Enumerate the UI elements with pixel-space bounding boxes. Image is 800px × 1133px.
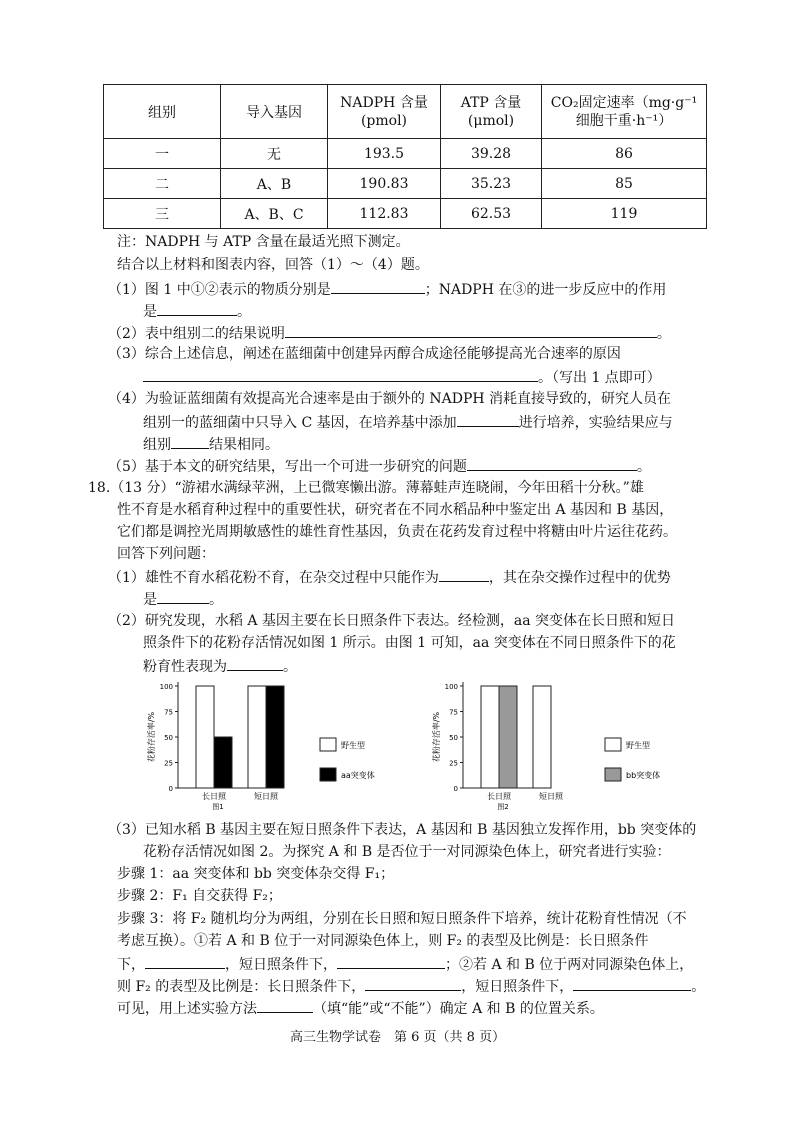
question-4-line	[143, 433, 279, 455]
q18-sub3-line: （3）已知水稻 B 基因主要在短日照条件下表达，A 基因和 B 基因独立发挥作用，bb 突变体的	[108, 822, 697, 838]
intro-text: 结合以上材料和图表内容，回答（1）～（4）题。	[117, 257, 429, 273]
header-line: 细胞干重·h⁻¹）	[575, 112, 673, 129]
question-3-line	[108, 344, 621, 364]
y-tick-label: 25	[164, 759, 173, 768]
legend-swatch	[605, 738, 621, 751]
legend-swatch	[605, 768, 621, 781]
table-cell: 无	[221, 139, 328, 169]
text-span: ；②若 A 和 B 位于两对同源染色体上，	[445, 957, 694, 973]
header-line: CO₂固定速率（mg·g⁻¹	[550, 94, 698, 111]
text-span: 。（写出 1 点即可）	[538, 370, 661, 386]
text-span: （4）为验证蓝细菌有效提高光合速率是由于额外的 NADPH 消耗直接导致的，研究人员在	[108, 391, 672, 407]
figure-caption: 图1	[212, 803, 224, 811]
table-header-cell: 组别	[104, 85, 221, 139]
table-row	[104, 169, 707, 199]
answer-blank[interactable]	[573, 975, 691, 991]
text-span: 粉育性表现为	[143, 659, 227, 675]
legend-swatch	[320, 738, 336, 751]
answer-blank[interactable]	[467, 455, 637, 471]
table-cell: 39.28	[441, 139, 542, 169]
answer-blank[interactable]	[157, 588, 209, 604]
figure-1-chart	[140, 676, 400, 816]
plot-area	[146, 682, 375, 811]
table-cell: 85	[542, 169, 707, 199]
bar	[481, 686, 499, 788]
bar	[499, 686, 517, 788]
text-span: 下，	[117, 957, 145, 973]
page-footer: 高三生物学试卷 第 6 页（共 8 页）	[290, 1030, 506, 1045]
bar	[214, 737, 232, 788]
table-cell: 112.83	[328, 199, 441, 229]
question-1-line	[143, 300, 251, 322]
legend-label: 野生型	[341, 741, 365, 750]
q18-sub2-line: （2）研究发现，水稻 A 基因主要在长日照条件下表达。经检测，aa 突变体在长日照和短日	[108, 613, 676, 629]
text-span: 进行培养，实验结果应与	[518, 415, 673, 431]
y-tick-label: 75	[449, 708, 458, 717]
text-span: 。	[656, 326, 671, 342]
answer-blank[interactable]	[439, 566, 489, 582]
answer-blank[interactable]	[143, 366, 538, 382]
table-header-row	[104, 85, 707, 139]
text-span: ，其在杂交操作过程中的优势	[488, 570, 671, 586]
y-tick-label: 100	[159, 683, 173, 691]
text-span: 结果相同。	[209, 437, 279, 453]
text-span: 。	[209, 592, 223, 608]
step-1-line: 步骤 1：aa 突变体和 bb 突变体杂交得 F₁；	[117, 866, 395, 882]
x-tick-label: 短日照	[254, 792, 278, 801]
table-cell: 86	[542, 139, 707, 169]
answer-blank[interactable]	[331, 278, 425, 294]
text-span: 是	[143, 304, 157, 320]
table-header-cell: 导入基因	[221, 85, 328, 139]
table-header-cell	[441, 85, 542, 139]
legend-label: bb突变体	[626, 771, 661, 780]
y-tick-label: 50	[449, 734, 458, 742]
bar	[248, 686, 266, 788]
table-cell: A、B、C	[221, 199, 328, 229]
x-tick-label: 长日照	[487, 792, 511, 801]
table-row	[104, 139, 707, 169]
table-note: 注：NADPH 与 ATP 含量在最适光照下测定。	[117, 234, 410, 250]
text-span: （5）基于本文的研究结果，写出一个可进一步研究的问题	[108, 459, 467, 475]
question-2-line	[108, 322, 671, 344]
table-header-cell	[328, 85, 441, 139]
y-tick-label: 100	[444, 683, 458, 691]
text-span: 。	[636, 459, 651, 475]
figure-caption: 图2	[497, 803, 509, 811]
legend-label: 野生型	[626, 741, 650, 750]
table-cell: 二	[104, 169, 221, 199]
answer-blank[interactable]	[171, 433, 209, 449]
step-2-line: 步骤 2：F₁ 自交获得 F₂；	[117, 888, 282, 904]
text-span: ；NADPH 在③的进一步反应中的作用	[424, 282, 667, 298]
legend-label: aa突变体	[341, 771, 375, 780]
question-4-line	[143, 411, 673, 433]
answer-blank[interactable]	[365, 975, 461, 991]
y-tick-label: 0	[168, 785, 173, 793]
header-line: (μmol)	[467, 112, 515, 129]
y-axis-label: 花粉存活率/%	[432, 711, 441, 763]
text-span: （填“能”或“不能”）确定 A 和 B 的位置关系。	[313, 1001, 604, 1017]
plot-area	[431, 682, 660, 811]
data-table	[103, 84, 707, 229]
table-header-cell	[542, 85, 707, 139]
step-3-line	[117, 953, 693, 975]
bar	[533, 686, 551, 788]
answer-blank[interactable]	[145, 953, 225, 969]
question-3-line	[143, 366, 661, 388]
answer-blank[interactable]	[457, 411, 519, 427]
step-3-line: 考虑互换）。①若 A 和 B 位于一对同源染色体上，则 F₂ 的表型及比例是：长日照条件	[117, 933, 649, 949]
x-tick-label: 短日照	[539, 792, 563, 801]
text-span: 。	[237, 304, 251, 320]
table-cell: 三	[104, 199, 221, 229]
header-line: (pmol)	[360, 112, 408, 129]
text-span: （2）表中组别二的结果说明	[108, 326, 285, 342]
text-span: 组别	[143, 437, 171, 453]
header-line: ATP 含量	[460, 94, 522, 111]
q18-sub1-line	[108, 566, 671, 588]
q18-sub3-line: 花粉存活情况如图 2。为探究 A 和 B 是否位于一对同源染色体上，研究者进行实验：	[143, 844, 671, 860]
bar	[266, 686, 284, 788]
text-span: 是	[143, 592, 157, 608]
answer-blank[interactable]	[285, 322, 657, 338]
text-span: 。	[283, 659, 297, 675]
x-tick-label: 长日照	[202, 792, 226, 801]
step-3-line	[117, 997, 604, 1019]
table-cell: 190.83	[328, 169, 441, 199]
table-cell: 193.5	[328, 139, 441, 169]
step-3-line	[117, 975, 705, 997]
y-tick-label: 50	[164, 734, 173, 742]
text-span: ，短日照条件下，	[461, 979, 574, 995]
answer-blank[interactable]	[257, 997, 313, 1013]
q18-sub1-line	[143, 588, 223, 610]
question-5-line	[108, 455, 651, 477]
y-tick-label: 75	[164, 708, 173, 717]
table-row	[104, 199, 707, 229]
legend-swatch	[320, 768, 336, 781]
answer-blank[interactable]	[337, 953, 445, 969]
y-tick-label: 25	[449, 759, 458, 768]
q18-stem-line: 性不育是水稻育种过程中的重要性状，研究者在不同水稻品种中鉴定出 A 基因和 B 基因，	[117, 502, 674, 518]
text-span: （3）综合上述信息，阐述在蓝细菌中创建异丙醇合成途径能够提高光合速率的原因	[108, 346, 621, 362]
q18-sub2-line	[143, 655, 297, 677]
table-cell: 62.53	[441, 199, 542, 229]
table-cell: 一	[104, 139, 221, 169]
question-1-line	[108, 278, 666, 300]
table-cell: 35.23	[441, 169, 542, 199]
y-axis-label: 花粉存活率/%	[147, 711, 156, 763]
text-span: 组别一的蓝细菌中只导入 C 基因，在培养基中添加	[143, 415, 457, 431]
q18-sub2-line: 照条件下的花粉存活情况如图 1 所示。由图 1 可知，aa 突变体在不同日照条件下的花	[143, 635, 676, 651]
text-span: （1）图 1 中①②表示的物质分别是	[108, 282, 331, 298]
text-span: （1）雄性不育水稻花粉不育，在杂交过程中只能作为	[108, 570, 439, 586]
text-span: 。	[691, 979, 706, 995]
bar	[196, 686, 214, 788]
question-4-line	[108, 389, 671, 409]
text-span: 可见，用上述实验方法	[117, 1001, 257, 1017]
y-tick-label: 0	[453, 785, 458, 793]
answer-blank[interactable]	[157, 300, 237, 316]
text-span: ，短日照条件下，	[225, 957, 337, 973]
table-cell: 119	[542, 199, 707, 229]
step-3-line: 步骤 3：将 F₂ 随机均分为两组，分别在长日照和短日照条件下培养，统计花粉育性情况（不	[117, 911, 687, 927]
q18-stem-line: 回答下列问题：	[117, 546, 215, 562]
q18-stem-line: 它们都是调控光周期敏感性的雄性育性基因，负责在花药发育过程中将糖由叶片运往花药。	[117, 524, 677, 540]
q18-stem-line: 18.（13 分）“游裙水满绿苹洲，上已微寒懒出游。薄幕蛙声连晓闹，今年田稻十分秋。”雄	[88, 480, 644, 496]
text-span: 则 F₂ 的表型及比例是：长日照条件下，	[117, 979, 366, 995]
table-cell: A、B	[221, 169, 328, 199]
figure-2-chart	[425, 676, 685, 816]
answer-blank[interactable]	[227, 655, 283, 671]
header-line: NADPH 含量	[340, 94, 428, 111]
